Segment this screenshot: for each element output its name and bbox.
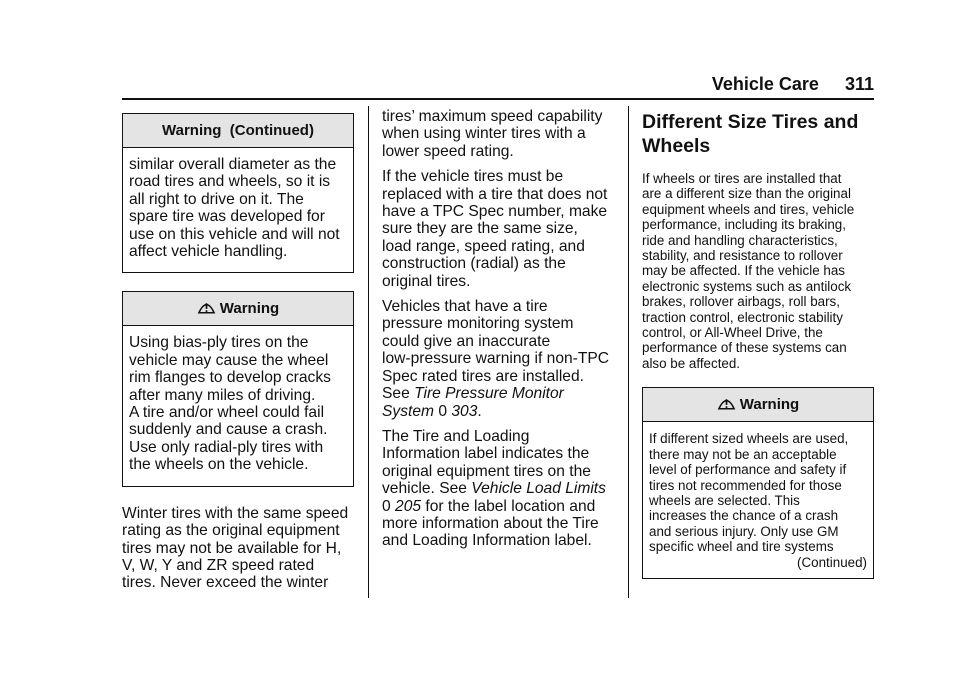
text-line: A tire and/or wheel could fail: [129, 404, 325, 422]
warning-continued-title: Warning (Continued): [123, 114, 353, 148]
text-line: lower speed rating.: [382, 142, 514, 160]
warning-label: Warning: [219, 300, 280, 318]
text-line: The Tire and Loading: [382, 427, 530, 445]
text-line: and serious injury. Only use GM: [649, 523, 839, 539]
text-line: load range, speed rating, and: [382, 237, 585, 255]
text-line: may be affected. If the vehicle has: [642, 263, 845, 279]
text-line: stability, and resistance to rollover: [642, 248, 843, 264]
text-line: equipment wheels and tires, vehicle: [642, 201, 855, 217]
text-line: replaced with a tire that does not: [382, 185, 608, 203]
text-line: tires’ maximum speed capability: [382, 108, 603, 125]
text-line: performance of these systems can: [642, 340, 847, 356]
text-line: tires not recommended for those: [649, 477, 842, 493]
header-rule: [122, 98, 874, 100]
speed-capability-paragraph: [382, 108, 616, 160]
section-title-header: Vehicle Care: [711, 74, 819, 94]
page-header: [122, 74, 874, 95]
text-line: suddenly and cause a crash.: [129, 421, 328, 439]
text-line: similar overall diameter as the: [129, 156, 337, 173]
text-line: pressure monitoring system: [382, 315, 574, 333]
text-line: and Loading Information label.: [382, 532, 592, 550]
text-line: If different sized wheels are used,: [649, 431, 849, 447]
text-line: rating as the original equipment: [122, 522, 340, 540]
text-line: all right to drive on it. The: [129, 190, 304, 208]
text-line: vehicle may cause the wheel: [129, 351, 329, 369]
text-line: low-pressure warning if non-TPC: [382, 350, 610, 368]
text-line: If the vehicle tires must be: [382, 168, 564, 186]
text-line: control, or All-Wheel Drive, the: [642, 325, 823, 341]
text-line: performance, including its braking,: [642, 217, 846, 233]
warning-label: Warning: [739, 396, 800, 414]
page-ref-205[interactable]: 205: [395, 497, 422, 515]
loading-info-paragraph: [382, 428, 616, 550]
column-3: [642, 110, 874, 579]
text-line: Use only radial-ply tires with: [129, 438, 324, 456]
text-line: If wheels or tires are installed that: [642, 171, 842, 186]
tpms-link[interactable]: Tire Pressure Monitor: [414, 385, 564, 403]
text-line: level of performance and safety if: [649, 462, 847, 478]
text-line: electronic systems such as antilock: [642, 278, 852, 294]
text-line: more information about the Tire: [382, 514, 599, 532]
see-text: See: [382, 385, 410, 403]
text-line: original equipment tires on the: [382, 462, 591, 480]
text-line: after many miles of driving.: [129, 386, 316, 404]
warning-icon: [197, 298, 216, 316]
text-fragment: for the label location and: [425, 497, 596, 515]
warning-icon: [717, 394, 736, 412]
tpms-link-cont[interactable]: System: [382, 402, 434, 420]
text-line: could give an inaccurate: [382, 332, 551, 350]
page-ref-icon: 0: [438, 402, 448, 420]
column-divider-2: [628, 106, 629, 598]
warning-bias-ply-box: [122, 291, 354, 486]
text-line: there may not be an acceptable: [649, 446, 837, 462]
heading-line: Wheels: [642, 135, 711, 157]
text-line: rim flanges to develop cracks: [129, 369, 331, 387]
tpc-spec-paragraph: [382, 168, 616, 290]
text-line: [382, 498, 616, 515]
text-line: Using bias-ply tires on the: [129, 334, 309, 352]
text-line: use on this vehicle and will not: [129, 225, 340, 243]
text-line: spare tire was developed for: [129, 208, 325, 226]
column-1: [122, 113, 354, 592]
text-line: brakes, rollover airbags, roll bars,: [642, 294, 840, 310]
text-line: traction control, electronic stability: [642, 309, 843, 325]
warning-different-size-title: [643, 388, 873, 422]
text-line: original tires.: [382, 272, 471, 290]
winter-tires-paragraph: [122, 505, 354, 592]
text-line: the wheels on the vehicle.: [129, 456, 309, 474]
text-line: Information label indicates the: [382, 445, 590, 463]
text-line: V, W, Y and ZR speed rated: [122, 556, 315, 574]
warning-continued-body: [123, 148, 353, 272]
text-line: Winter tires with the same speed: [122, 504, 349, 522]
text-line: road tires and wheels, so it is: [129, 173, 331, 191]
text-line: are a different size than the original: [642, 186, 851, 202]
different-size-paragraph: [642, 171, 874, 371]
text-line: also be affected.: [642, 355, 741, 371]
text-line: affect vehicle handling.: [129, 243, 288, 261]
text-line: [382, 480, 616, 497]
text-line: specific wheel and tire systems: [649, 539, 834, 555]
continued-label: (Continued): [797, 554, 867, 570]
text-line: ride and handling characteristics,: [642, 232, 838, 248]
warning-continued-box: [122, 113, 354, 273]
tpms-paragraph: [382, 298, 616, 420]
vehicle-load-limits-link[interactable]: Vehicle Load Limits: [471, 480, 606, 498]
warning-bias-ply-title: [123, 292, 353, 326]
column-divider-1: [368, 106, 369, 598]
section-heading: [642, 110, 874, 158]
heading-line: Different Size Tires and: [642, 111, 859, 133]
see-text: vehicle. See: [382, 480, 467, 498]
text-line: construction (radial) as the: [382, 255, 566, 273]
text-line: have a TPC Spec number, make: [382, 203, 608, 221]
period: .: [477, 402, 482, 420]
page-ref-303[interactable]: 303: [451, 402, 478, 420]
warning-different-size-body: [643, 422, 873, 578]
page-ref-icon: 0: [382, 497, 391, 515]
text-line: wheels are selected. This: [649, 492, 800, 508]
warning-different-size-box: [642, 387, 874, 579]
warning-bias-ply-body: [123, 326, 353, 485]
text-line: [382, 403, 616, 420]
text-line: tires may not be available for H,: [122, 539, 342, 557]
text-line: Vehicles that have a tire: [382, 298, 548, 316]
text-line: sure they are the same size,: [382, 220, 578, 238]
page-number: 311: [844, 74, 874, 94]
text-line: increases the chance of a crash: [649, 508, 839, 524]
text-line: [382, 385, 616, 402]
text-line: tires. Never exceed the winter: [122, 574, 329, 592]
column-2: [382, 108, 616, 558]
text-line: Spec rated tires are installed.: [382, 367, 584, 385]
text-line: when using winter tires with a: [382, 125, 586, 143]
